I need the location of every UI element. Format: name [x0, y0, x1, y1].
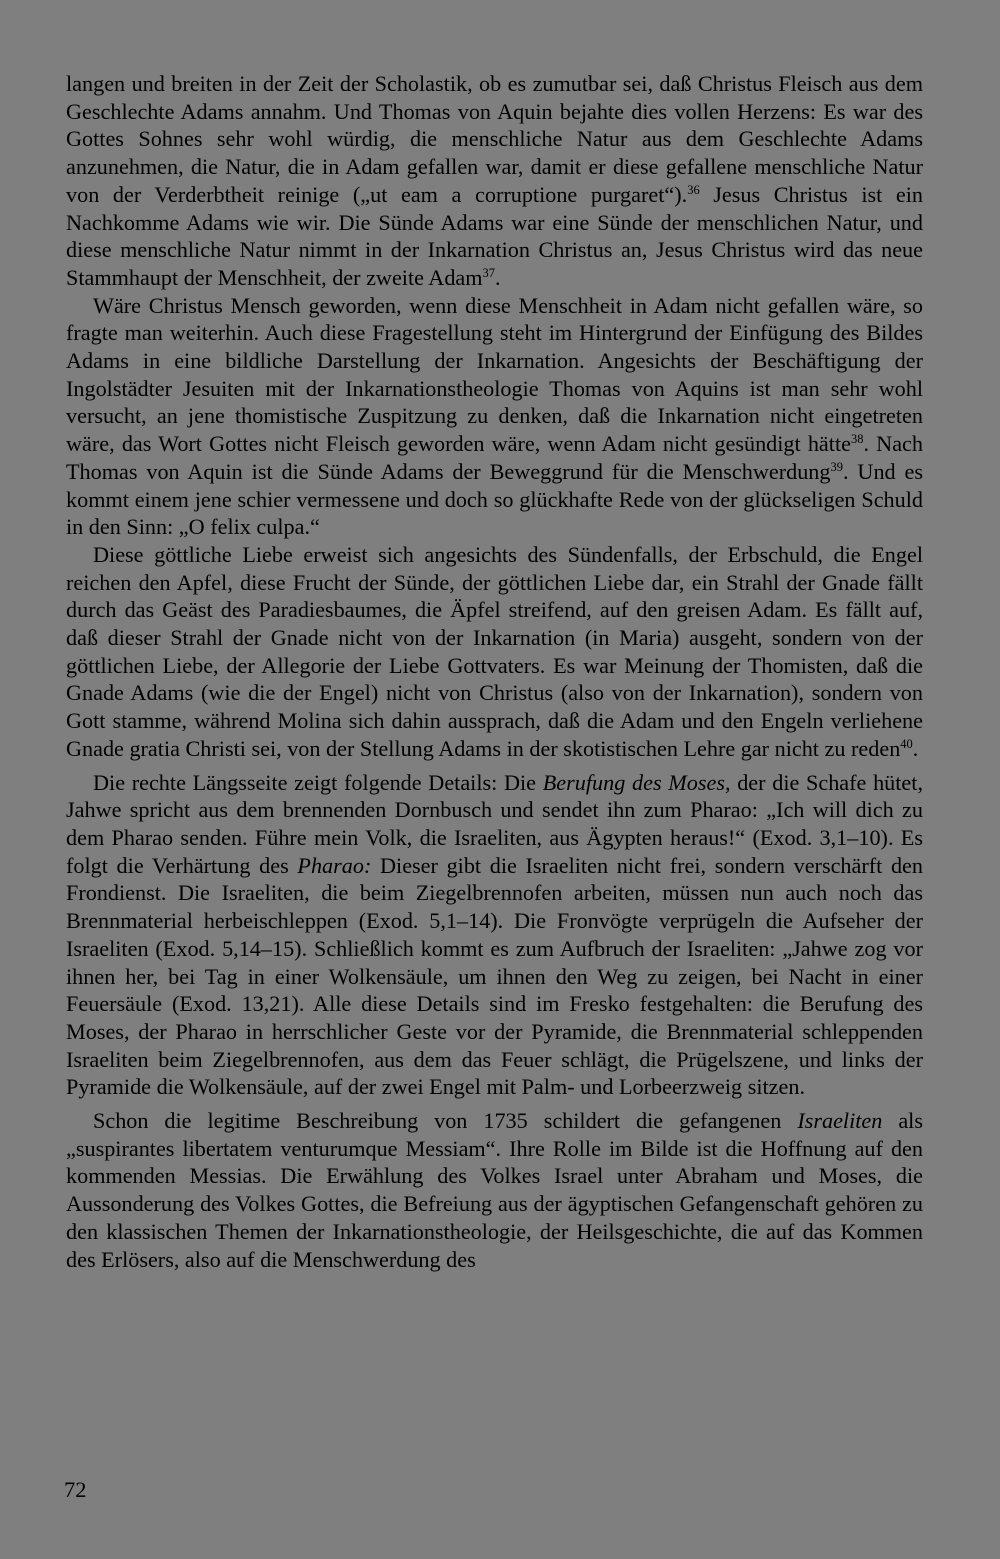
text-run: Jesus Christus ist ein Nachkomme Adams wie wir. Die Sünde Adams war eine Sünde der menschlichen Natur, und diese menschliche Natur nimmt in der Inkarnation Christus an, Jesus Christus wird das neue Stammhaupt der Menschheit, der zweite Adam — [66, 181, 923, 290]
paragraph — [66, 70, 923, 292]
text-run: , der die Schafe hütet, Jahwe spricht aus dem brennenden Dornbusch und sendet ihn zum Pharao: „Ich will dich zu dem Pharao senden. Führe mein Volk, die Israeliten, aus Ägypten heraus!“ (Exod. 3,1–10). Es folgt die Verhärtung des — [66, 769, 923, 878]
paragraph — [66, 541, 923, 763]
footnote-marker: 36 — [687, 182, 700, 197]
italic-run: Berufung des Moses — [542, 769, 725, 795]
text-run: Schon die legitime Beschreibung von 1735 schildert die gefangenen — [93, 1108, 798, 1134]
page-number: 72 — [64, 1477, 87, 1502]
paragraph — [66, 292, 923, 541]
text-run: . — [912, 735, 919, 761]
text-run: . Nach Thomas von Aquin ist die Sünde Adams der Beweggrund für die Menschwerdung — [66, 431, 923, 484]
text-run: Diese göttliche Liebe erweist sich angesichts des Sündenfalls, der Erbschuld, die Engel reichen den Apfel, diese Frucht der Sünde, der göttlichen Liebe dar, ein Strahl der Gnade fällt durch das Geäst des Paradiesbaumes, die Äpfel streifend, auf den greisen Adam. Es fällt auf, daß dieser Strahl der Gnade nicht von der Inkarnation (in Maria) ausgeht, sondern von der göttlichen Liebe, der Allegorie der Liebe Gottvaters. Es war Meinung der Thomisten, daß die Gnade Adams (wie die der Engel) nicht von Christus (also von der Inkarnation), sondern von Gott stamme, während Molina sich dahin aussprach, daß die Adam und den Engeln verliehene Gnade gratia Christi sei, von der Stellung Adams in der skotistischen Lehre gar nicht zu reden — [66, 541, 923, 761]
text-run: langen und breiten in der Zeit der Scholastik, ob es zumutbar sei, daß Christus Fleisch aus dem Geschlechte Adams annahm. Und Thomas von Aquin bejahte dies vollen Herzens: Es war des Gottes Sohnes sehr wohl würdig, die menschliche Natur aus dem Geschlechte Adams anzunehmen, die Natur, die in Adam gefallen war, damit er diese gefallene menschliche Natur von der Verderbtheit reinige („ut eam a corruptione purgaret“). — [66, 71, 923, 207]
footnote-marker: 40 — [900, 736, 913, 751]
italic-run: Israeliten — [797, 1108, 883, 1134]
text-run: Dieser gibt die Israeliten nicht frei, sondern verschärft den Frondienst. Die Israeliten, die beim Ziegelbrennofen arbeiten, müssen nun auch noch das Brennmaterial herbeischleppen (Exod. 5,1–14). Die Fronvögte verprügeln die Aufseher der Israeliten (Exod. 5,14–15). Schließlich kommt es zum Aufbruch der Israeliten: „Jahwe zog vor ihnen her, bei Tag in einer Wolkensäule, um ihnen den Weg zu zeigen, bei Nacht in einer Feuersäule (Exod. 13,21). Alle diese Details sind im Fresko festgehalten: die Berufung des Moses, der Pharao in herrschlicher Geste vor der Pyramide, die Brennmaterial schleppenden Israeliten beim Ziegelbrennofen, aus dem das Feuer schlägt, die Prügelszene, und links der Pyramide die Wolkensäule, auf der zwei Engel mit Palm- und Lorbeerzweig sitzen. — [66, 852, 923, 1100]
footnote-marker: 38 — [850, 432, 864, 447]
page-body — [66, 70, 923, 1273]
footnote-marker: 39 — [830, 459, 843, 474]
text-run: . Und es kommt einem jene schier vermessene und doch so glückhafte Rede von der glückseligen Schuld in den Sinn: „O felix culpa.“ — [66, 458, 923, 540]
paragraph — [66, 1107, 923, 1273]
footnote-marker: 37 — [482, 265, 496, 280]
italic-run: Pharao: — [297, 852, 372, 878]
text-run: . — [495, 264, 501, 290]
text-run: als „suspirantes libertatem venturumque Messiam“. Ihre Rolle im Bilde ist die Hoffnung auf den kommenden Messias. Die Erwählung des Volkes Israel unter Abraham und Moses, die Aussonderung des Volkes Gottes, die Befreiung aus der ägyptischen Gefangenschaft gehören zu den klassischen Themen der Inkarnationstheologie, der Heilsgeschichte, die auf das Kommen des Erlösers, also auf die Menschwerdung des — [66, 1108, 923, 1272]
text-run: Wäre Christus Mensch geworden, wenn diese Menschheit in Adam nicht gefallen wäre, so fragte man weiterhin. Auch diese Fragestellung steht im Hintergrund der Einfügung des Bildes Adams in eine bildliche Darstellung der Inkarnation. Angesichts der Beschäftigung der Ingolstädter Jesuiten mit der Inkarnationstheologie Thomas von Aquins ist man sehr wohl versucht, an jene thomistische Zuspitzung zu denken, daß die Inkarnation nicht eingetreten wäre, das Wort Gottes nicht Fleisch geworden wäre, wenn Adam nicht gesündigt hätte — [66, 292, 923, 457]
text-run: Die rechte Längsseite zeigt folgende Details: Die — [93, 769, 543, 795]
paragraph — [66, 769, 923, 1101]
